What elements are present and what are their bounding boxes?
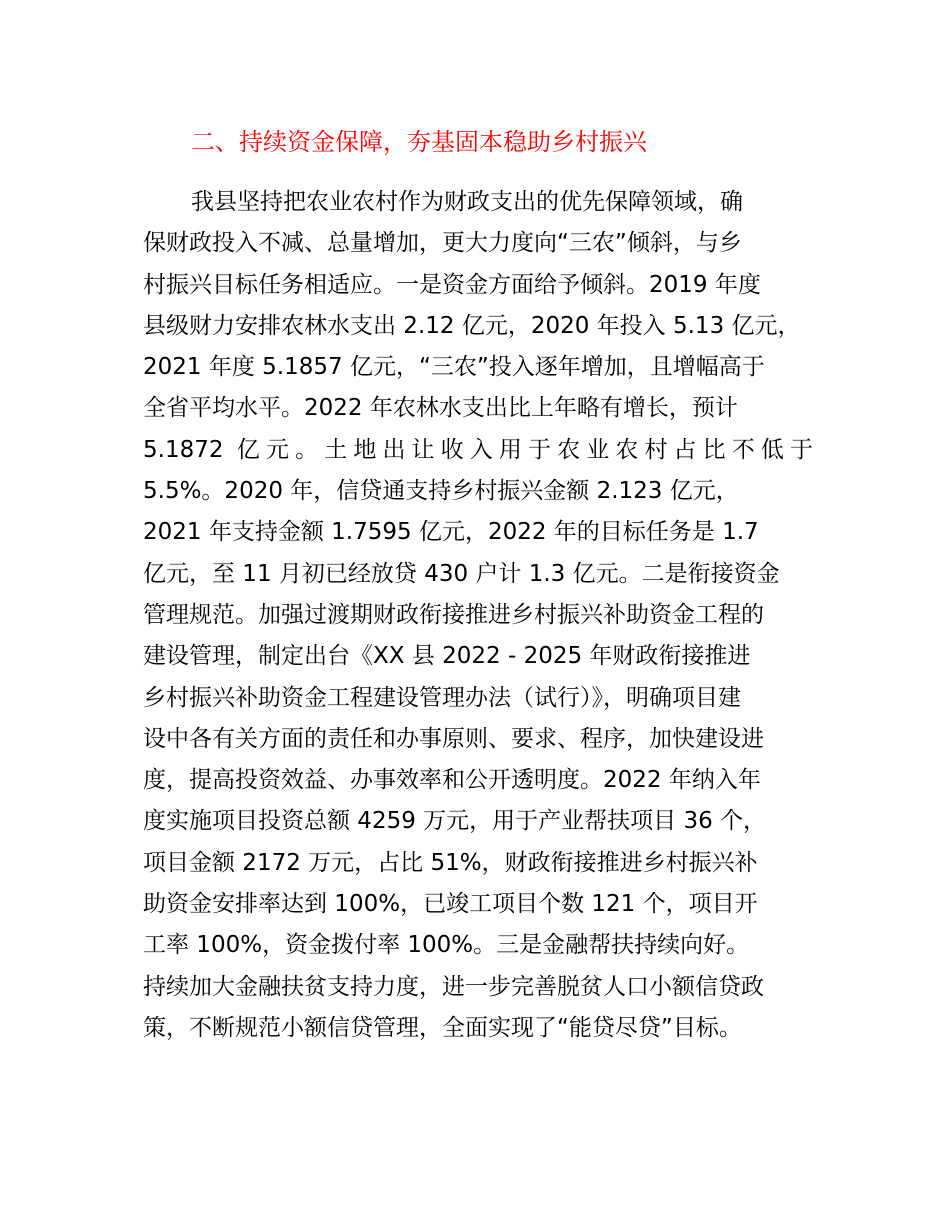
paragraph-line: 度实施项目投资总额 4259 万元，用于产业帮扶项目 36 个， [143, 808, 767, 835]
paragraph-line: 建设管理，制定出台《XX 县 2022 - 2025 年财政衔接推进 [143, 643, 751, 670]
paragraph-line: 5.5%。2020 年，信贷通支持乡村振兴金额 2.123 亿元， [143, 478, 739, 505]
paragraph-line: 策，不断规范小额信贷管理，全面实现了“能贷尽贷”目标。 [143, 1014, 742, 1041]
paragraph-line: 5.1872 亿元。土地出让收入用于农业农村占比不低于 [143, 436, 813, 463]
paragraph-line: 持续加大金融扶贫支持力度，进一步完善脱贫人口小额信贷政 [143, 973, 764, 1000]
paragraph-line: 2021 年度 5.1857 亿元，“三农”投入逐年增加，且增幅高于 [143, 354, 765, 381]
paragraph-line: 工率 100%，资金拨付率 100%。三是金融帮扶持续向好。 [143, 932, 750, 959]
paragraph-line: 亿元，至 11 月初已经放贷 430 户计 1.3 亿元。二是衔接资金 [143, 560, 780, 587]
paragraph-line: 全省平均水平。2022 年农林水支出比上年略有增长，预计 [143, 395, 738, 422]
paragraph-line: 我县坚持把农业农村作为财政支出的优先保障领域，确 [191, 189, 743, 215]
paragraph-line: 2021 年支持金额 1.7595 亿元，2022 年的目标任务是 1.7 [143, 519, 759, 546]
paragraph-line: 管理规范。加强过渡期财政衔接推进乡村振兴补助资金工程的 [143, 601, 764, 628]
paragraph-line: 度，提高投资效益、办事效率和公开透明度。2022 年纳入年 [143, 767, 761, 794]
paragraph-line: 项目金额 2172 万元，占比 51%，财政衔接推进乡村振兴补 [143, 849, 758, 876]
paragraph-line: 设中各有关方面的责任和办事原则、要求、程序，加快建设进 [143, 725, 764, 752]
paragraph-line: 保财政投入不减、总量增加，更大力度向“三农”倾斜，与乡 [143, 230, 742, 257]
paragraph-line: 乡村振兴补助资金工程建设管理办法（试行）》，明确项目建 [143, 684, 741, 711]
paragraph-line: 县级财力安排农林水支出 2.12 亿元，2020 年投入 5.13 亿元， [143, 312, 801, 339]
body-paragraph [143, 182, 813, 1049]
paragraph-line: 村振兴目标任务相适应。一是资金方面给予倾斜。2019 年度 [143, 271, 761, 298]
paragraph-line: 助资金安排率达到 100%，已竣工项目个数 121 个，项目开 [143, 891, 758, 918]
section-heading: 二、持续资金保障，夯基固本稳助乡村振兴 [191, 128, 647, 156]
